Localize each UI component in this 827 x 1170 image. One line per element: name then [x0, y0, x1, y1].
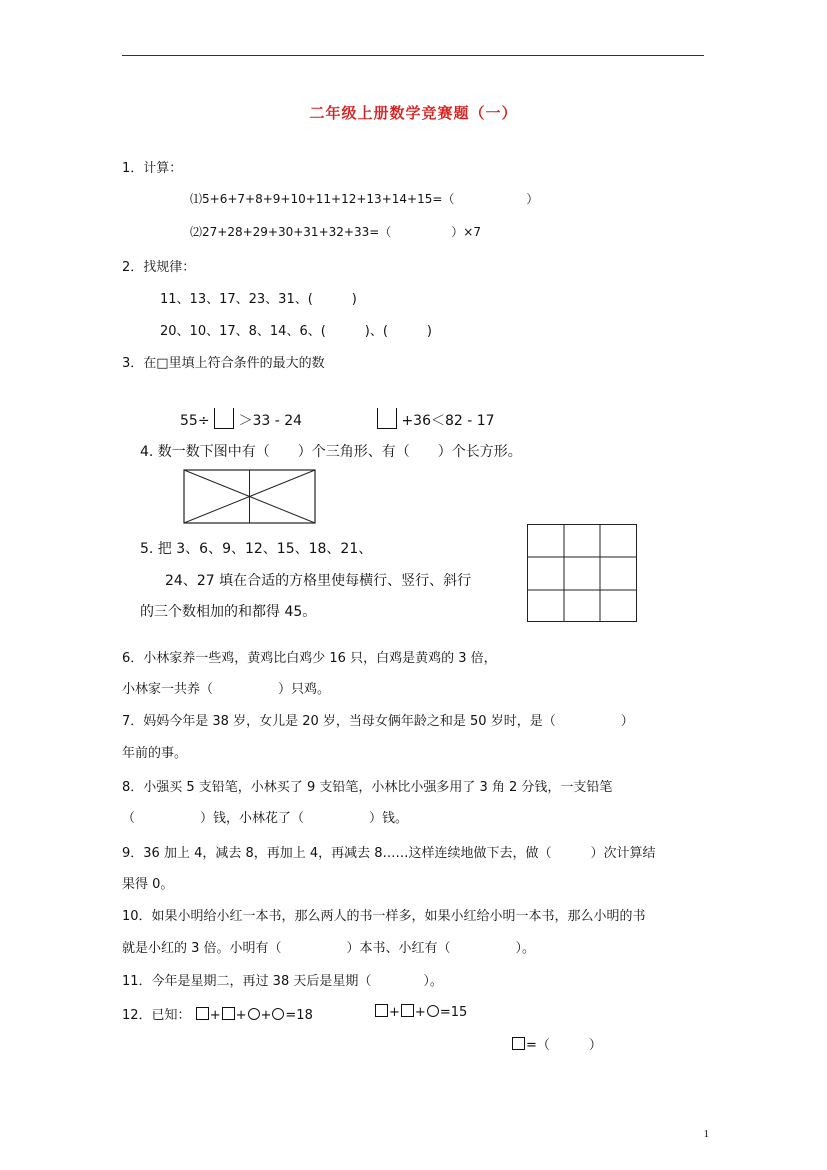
rectangle-figure [183, 469, 317, 525]
q12-eq1-result: =18 [285, 1008, 313, 1023]
q8-line-1: 8．小强买 5 支铅笔，小林买了 9 支铅笔，小林比小强多用了 3 角 2 分钱，一支铅笔 [122, 780, 613, 795]
circle-symbol [248, 1008, 260, 1020]
q9-line-2: 果得 0。 [122, 877, 174, 892]
magic-square-grid[interactable] [527, 524, 638, 623]
q5-line-3: 的三个数相加的和都得 45。 [140, 604, 317, 620]
header-rule [122, 55, 704, 56]
q1-label: 计算： [143, 161, 183, 176]
q1-number: 1． [122, 161, 144, 176]
circle-symbol [427, 1005, 439, 1017]
page-title: 二年级上册数学竞赛题（一） [309, 104, 518, 122]
q3-number: 3． [122, 356, 144, 371]
q2-number: 2． [122, 260, 144, 275]
q12-prefix: 12．已知： [122, 1008, 191, 1023]
square-symbol [512, 1037, 525, 1050]
q12-equation-2: + + =15 [374, 1004, 467, 1020]
q12-equation-1: 12．已知： + + + =18 [122, 1008, 313, 1023]
q9-line-1: 9．36 加上 4，减去 8，再加上 4，再减去 8……这样连续地做下去，做（ ）次计算结 [122, 846, 656, 861]
square-symbol [375, 1004, 388, 1017]
q6-line-1: 6．小林家养一些鸡，黄鸡比白鸡少 16 只，白鸡是黄鸡的 3 倍， [122, 651, 497, 666]
q2-item-a: 11、13、17、23、31、( ) [160, 292, 357, 307]
q3-expr2-right: +36＜82 - 17 [401, 413, 495, 429]
q5-line-1: 5. 把 3、6、9、12、15、18、21、 [140, 541, 373, 557]
page-number: 1 [703, 1128, 709, 1140]
square-symbol [196, 1007, 209, 1020]
q3-expr1-right: ＞33 - 24 [238, 413, 303, 429]
q2-heading [122, 256, 195, 275]
q3-expr1-left: 55÷ [180, 413, 210, 429]
q1-heading [122, 157, 182, 176]
square-symbol [401, 1004, 414, 1017]
q12-answer [511, 1034, 602, 1053]
q2-label: 找规律： [143, 260, 196, 275]
grid-outline [528, 525, 637, 622]
q11-text: 11．今年是星期二，再过 38 天后是星期（ ）。 [122, 974, 443, 989]
q6-line-2: 小林家一共养（ ）只鸡。 [122, 682, 331, 697]
answer-box[interactable] [214, 408, 234, 429]
answer-box[interactable] [377, 408, 397, 429]
q1-item-a: ⑴5+6+7+8+9+10+11+12+13+14+15=（ ） [190, 192, 539, 206]
q10-line-2: 就是小红的 3 倍。小明有（ ）本书、小红有（ ）。 [122, 941, 536, 956]
q8-line-2: （ ）钱，小林花了（ ）钱。 [122, 811, 409, 826]
q5-line-2: 24、27 填在合适的方格里使每横行、竖行、斜行 [165, 573, 472, 589]
q3-heading [122, 352, 325, 371]
q12-eq2-result: =15 [439, 1005, 468, 1020]
q2-item-b: 20、10、17、8、14、6、( )、( ) [160, 324, 432, 339]
q3-expression-2 [377, 408, 495, 430]
circle-symbol [272, 1008, 284, 1020]
q1-item-b: ⑵27+28+29+30+31+32+33=（ ）×7 [190, 225, 481, 239]
q10-line-1: 10．如果小明给小红一本书，那么两人的书一样多，如果小红给小明一本书，那么小明的书 [122, 909, 646, 924]
q7-line-2: 年前的事。 [122, 746, 188, 761]
square-symbol [222, 1007, 235, 1020]
q3-label: 在□里填上符合条件的最大的数 [143, 356, 325, 371]
q12-answer-blank: =（ ） [526, 1038, 602, 1053]
q4-text: 4. 数一数下图中有（ ）个三角形、有（ ）个长方形。 [140, 444, 522, 460]
q7-line-1: 7．妈妈今年是 38 岁，女儿是 20 岁，当母女俩年龄之和是 50 岁时，是（ ） [122, 714, 634, 729]
q3-expression-1 [180, 408, 302, 430]
